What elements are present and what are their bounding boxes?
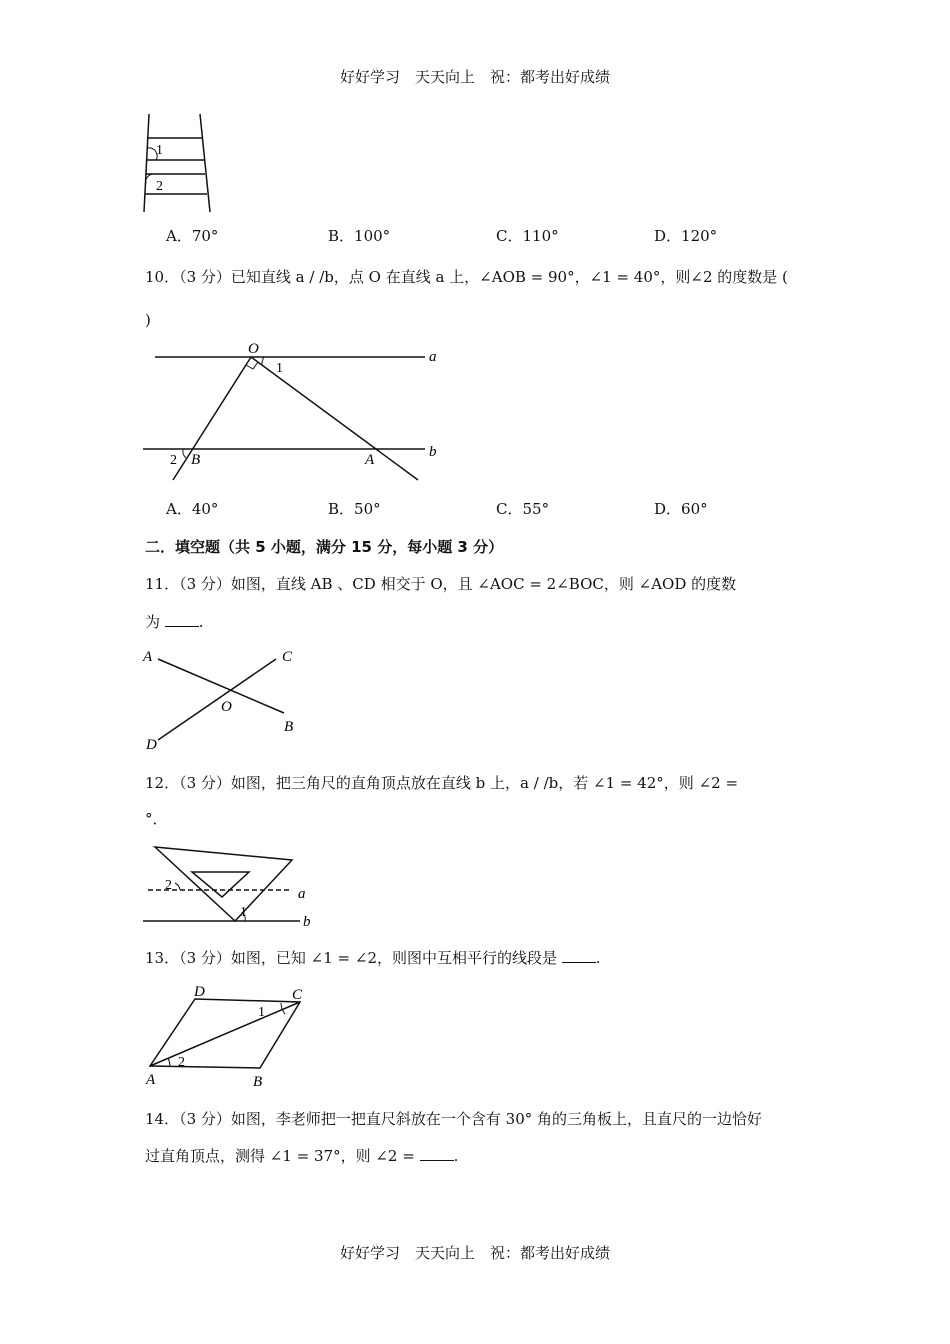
q9-angle1-label: 1: [156, 143, 163, 158]
q11-stem: 11．（3 分）如图，直线 AB 、CD 相交于 O，且 ∠AOC = 2∠BOC，则 ∠AOD 的度数: [145, 575, 737, 593]
q10-option-a: A．40°: [166, 500, 219, 518]
q10-label-2: 2: [170, 453, 177, 468]
q12-figure: [140, 842, 320, 930]
q13-label-2: 2: [178, 1055, 185, 1070]
q9-option-c: C．110°: [496, 227, 559, 245]
section-2-heading: 二．填空题（共 5 小题，满分 15 分，每小题 3 分）: [145, 538, 504, 556]
q9-option-b: B．100°: [328, 227, 391, 245]
q10-label-b-point: B: [191, 452, 201, 468]
q11-label-d: D: [146, 737, 157, 753]
q13-label-1: 1: [258, 1005, 265, 1020]
q10-stem-cont: ): [145, 311, 151, 329]
q10-stem: 10．（3 分）已知直线 a / /b，点 O 在直线 a 上，∠AOB = 90°，∠1 = 40°，则∠2 的度数是 (: [145, 268, 788, 286]
q10-label-1: 1: [276, 361, 283, 376]
q10-label-a: a: [429, 349, 437, 365]
q9-angle2-label: 2: [156, 179, 163, 194]
q10-label-o: O: [248, 341, 259, 357]
q11-label-o: O: [221, 699, 232, 715]
q9-option-d: D．120°: [654, 227, 718, 245]
q12-stem-cont: °．: [145, 810, 168, 828]
q13-figure: [140, 982, 320, 1092]
q11-figure: [140, 645, 310, 755]
q11-label-c: C: [282, 649, 293, 665]
q13-label-b: B: [253, 1074, 263, 1090]
page-footer: 好好学习 天天向上 祝：都考出好成绩: [339, 1244, 610, 1262]
q11-stem-cont: 为 .: [145, 613, 204, 631]
q14-stem-cont: 过直角顶点，测得 ∠1 = 37°，则 ∠2 = .: [145, 1147, 459, 1165]
q11-label-a: A: [143, 649, 153, 665]
q13-label-d: D: [194, 984, 205, 1000]
q10-option-c: C．55°: [496, 500, 550, 518]
q10-label-b: b: [429, 444, 437, 460]
q12-label-2: 2: [165, 878, 172, 893]
q13-label-c: C: [292, 987, 303, 1003]
q10-label-a-point: A: [365, 452, 375, 468]
q13-answer-blank: [562, 950, 596, 963]
q9-option-a: A．70°: [166, 227, 219, 245]
q13-stem: 13．（3 分）如图，已知 ∠1 = ∠2，则图中互相平行的线段是 .: [145, 949, 601, 967]
q10-option-d: D．60°: [654, 500, 708, 518]
q14-answer-blank: [420, 1148, 454, 1161]
page-header: 好好学习 天天向上 祝：都考出好成绩: [339, 68, 610, 86]
q11-label-b: B: [284, 719, 294, 735]
q12-label-1: 1: [240, 905, 247, 920]
q14-stem: 14．（3 分）如图，李老师把一把直尺斜放在一个含有 30° 角的三角板上，且直尺的一边恰好: [145, 1110, 763, 1128]
q12-stem: 12．（3 分）如图，把三角尺的直角顶点放在直线 b 上，a / /b，若 ∠1 = 42°，则 ∠2 =: [145, 774, 739, 792]
q10-option-b: B．50°: [328, 500, 381, 518]
q10-figure: [140, 340, 450, 485]
q12-label-a: a: [298, 886, 306, 902]
q12-label-b: b: [303, 914, 311, 930]
q13-label-a: A: [146, 1072, 156, 1088]
q9-ladder-figure: [140, 112, 220, 216]
q11-answer-blank: [165, 614, 199, 627]
